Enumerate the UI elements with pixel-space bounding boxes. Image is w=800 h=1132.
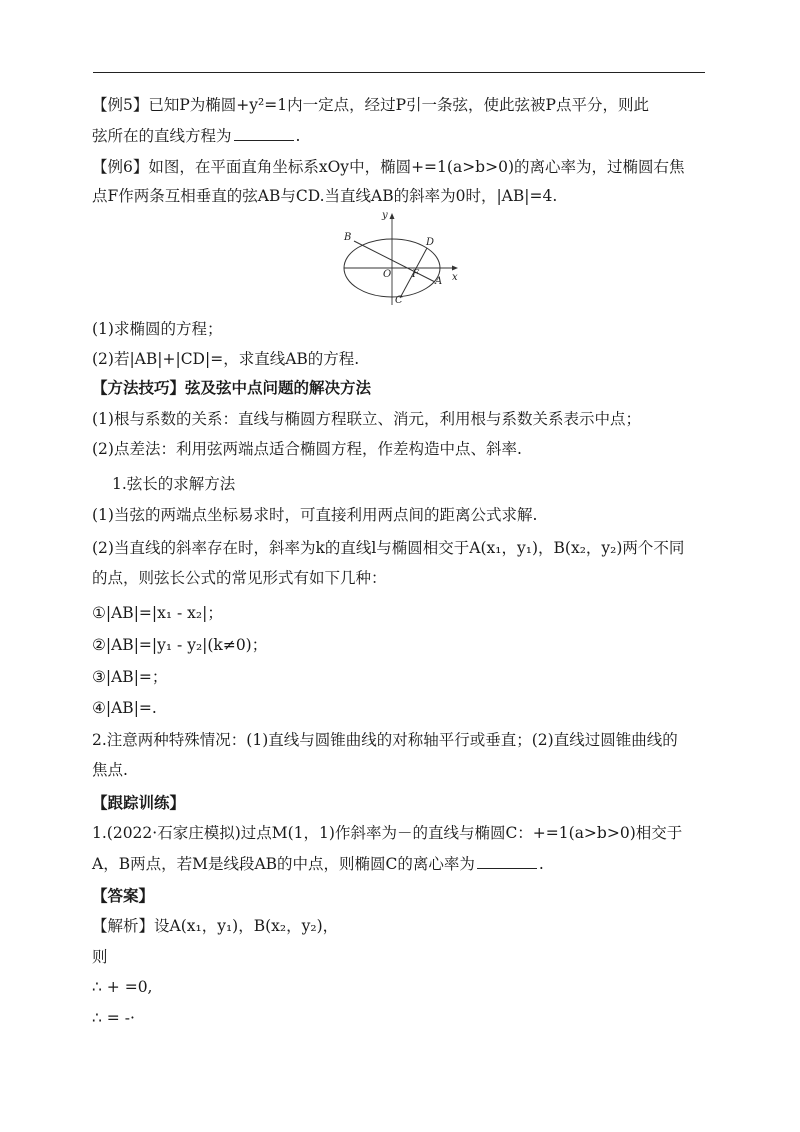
practice-answer-blank	[477, 854, 537, 869]
label-d: D	[426, 237, 435, 248]
practice-1-text: A，B两点，若M是线段AB的中点，则椭圆C的离心率为	[92, 855, 475, 873]
label-f: F	[412, 269, 419, 280]
chord-method-1: (1)当弦的两端点坐标易求时，可直接利用两点间的距离公式求解.	[92, 506, 538, 524]
chord-ab	[354, 241, 435, 282]
label-b: B	[344, 232, 352, 243]
label-a: A	[435, 276, 443, 287]
chord-method-2-line-1: (2)当直线的斜率存在时，斜率为k的直线l与椭圆相交于A(x₁，y₁)，B(x₂，y₂)两个不同	[92, 539, 685, 557]
note-line-2: 焦点.	[92, 761, 128, 779]
practice-1-line-1: 1.(2022·石家庄模拟)过点M(1，1)作斜率为－的直线与椭圆C：+=1(a>b>0)相交于	[92, 824, 683, 842]
label-c: C	[395, 295, 403, 306]
example-6-line-2: 点F作两条互相垂直的弦AB与CD.当直线AB的斜率为0时，|AB|=4.	[92, 187, 558, 205]
example-5-text: 弦所在的直线方程为	[92, 127, 232, 145]
chord-title: 1.弦长的求解方法	[112, 475, 236, 493]
example-5-line-2	[92, 124, 712, 148]
solution-line-4: ∴ = -·	[92, 1009, 135, 1027]
note-line-1: 2.注意两种特殊情况：(1)直线与圆锥曲线的对称轴平行或垂直；(2)直线过圆锥曲线的	[92, 731, 678, 749]
chord-method-2-line-2: 的点，则弦长公式的常见形式有如下几种：	[92, 569, 387, 587]
example-6-line-1: 【例6】如图，在平面直角坐标系xOy中，椭圆+=1(a>b>0)的离心率为，过椭圆右焦	[92, 158, 685, 176]
answer-blank	[234, 126, 294, 141]
question-1: (1)求椭圆的方程；	[92, 320, 223, 338]
label-x: x	[452, 272, 458, 283]
formula-4: ④|AB|=.	[92, 699, 157, 717]
label-y: y	[382, 210, 388, 221]
formula-2: ②|AB|=|y₁ - y₂|(k≠0)；	[92, 636, 268, 654]
answer-title: 【答案】	[92, 886, 155, 905]
header-rule	[93, 72, 705, 73]
example-5-line-1: 【例5】已知P为椭圆+y²=1内一定点，经过P引一条弦，使此弦被P点平分，则此	[92, 96, 649, 114]
practice-1-period: .	[538, 855, 544, 873]
practice-1-line-2	[92, 852, 712, 876]
method-title: 【方法技巧】弦及弦中点问题的解决方法	[92, 378, 372, 397]
ellipse-figure	[342, 210, 460, 306]
solution-line-2: 则	[92, 948, 108, 966]
solution-line-3: ∴ + =0,	[92, 978, 153, 996]
formula-1: ①|AB|=|x₁ - x₂|；	[92, 604, 223, 622]
formula-3: ③|AB|=；	[92, 668, 168, 686]
method-2: (2)点差法：利用弦两端点适合椭圆方程，作差构造中点、斜率.	[92, 440, 522, 458]
practice-title: 【跟踪训练】	[92, 793, 186, 812]
method-1: (1)根与系数的关系：直线与椭圆方程联立、消元，利用根与系数关系表示中点；	[92, 410, 641, 428]
solution-line-1: 【解析】设A(x₁，y₁)，B(x₂，y₂)，	[92, 917, 339, 935]
y-axis-arrow	[390, 213, 395, 219]
x-axis-arrow	[452, 266, 458, 271]
label-o: O	[383, 269, 392, 280]
example-5-period: .	[295, 127, 301, 145]
question-2: (2)若|AB|+|CD|=，求直线AB的方程.	[92, 350, 360, 368]
